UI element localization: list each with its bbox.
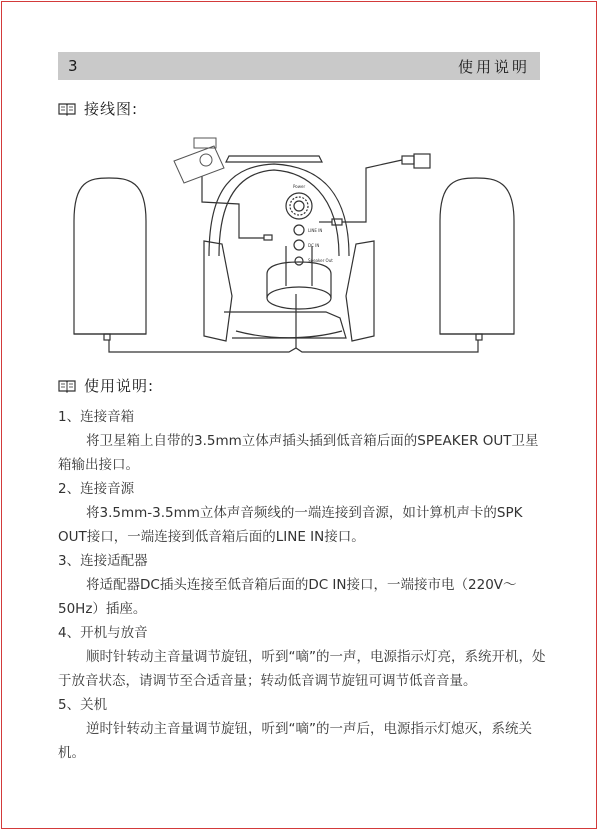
- step-title: 1、连接音箱: [58, 409, 135, 425]
- step-title: 4、开机与放音: [58, 625, 148, 641]
- usage-heading-text: 使用说明:: [84, 377, 155, 395]
- book-icon: [58, 379, 76, 393]
- line-in-label: LINE IN: [308, 228, 323, 233]
- step-body: 将卫星箱上自带的3.5mm立体声插头插到低音箱后面的SPEAKER OUT卫星箱输出接口。: [58, 433, 539, 473]
- power-label: Power: [293, 184, 306, 189]
- wiring-diagram: [64, 126, 534, 362]
- step-body: 顺时针转动主音量调节旋钮，听到“嘀”的一声，电源指示灯亮，系统开机，处于放音状态，请调节至合适音量；转动低音调节旋钮可调节低音音量。: [58, 649, 546, 689]
- instructions-list: [58, 405, 548, 765]
- dc-in-label: DC IN: [308, 243, 320, 248]
- book-icon: [58, 102, 76, 116]
- wiring-heading: [58, 98, 138, 119]
- step-body: 将3.5mm-3.5mm立体声音频线的一端连接到音源，如计算机声卡的SPK OUT接口，一端连接到低音箱后面的LINE IN接口。: [58, 505, 523, 545]
- step-body: 将适配器DC插头连接至低音箱后面的DC IN接口，一端接市电（220V～50Hz）插座。: [58, 577, 517, 617]
- left-satellite-speaker: [74, 178, 146, 340]
- speaker-out-label: Speaker Out: [308, 258, 333, 263]
- audio-source-icon: [174, 138, 224, 183]
- right-satellite-speaker: [440, 178, 514, 340]
- page-header: [58, 52, 540, 80]
- page-number: 3: [68, 57, 78, 75]
- step-title: 3、连接适配器: [58, 553, 148, 569]
- step-body: 逆时针转动主音量调节旋钮，听到“嘀”的一声后，电源指示灯熄灭，系统关机。: [58, 721, 532, 761]
- usage-heading: [58, 375, 154, 396]
- wiring-heading-text: 接线图:: [84, 100, 139, 118]
- header-title: 使用说明: [457, 57, 530, 76]
- step-title: 2、连接音源: [58, 481, 135, 497]
- step-title: 5、关机: [58, 697, 108, 713]
